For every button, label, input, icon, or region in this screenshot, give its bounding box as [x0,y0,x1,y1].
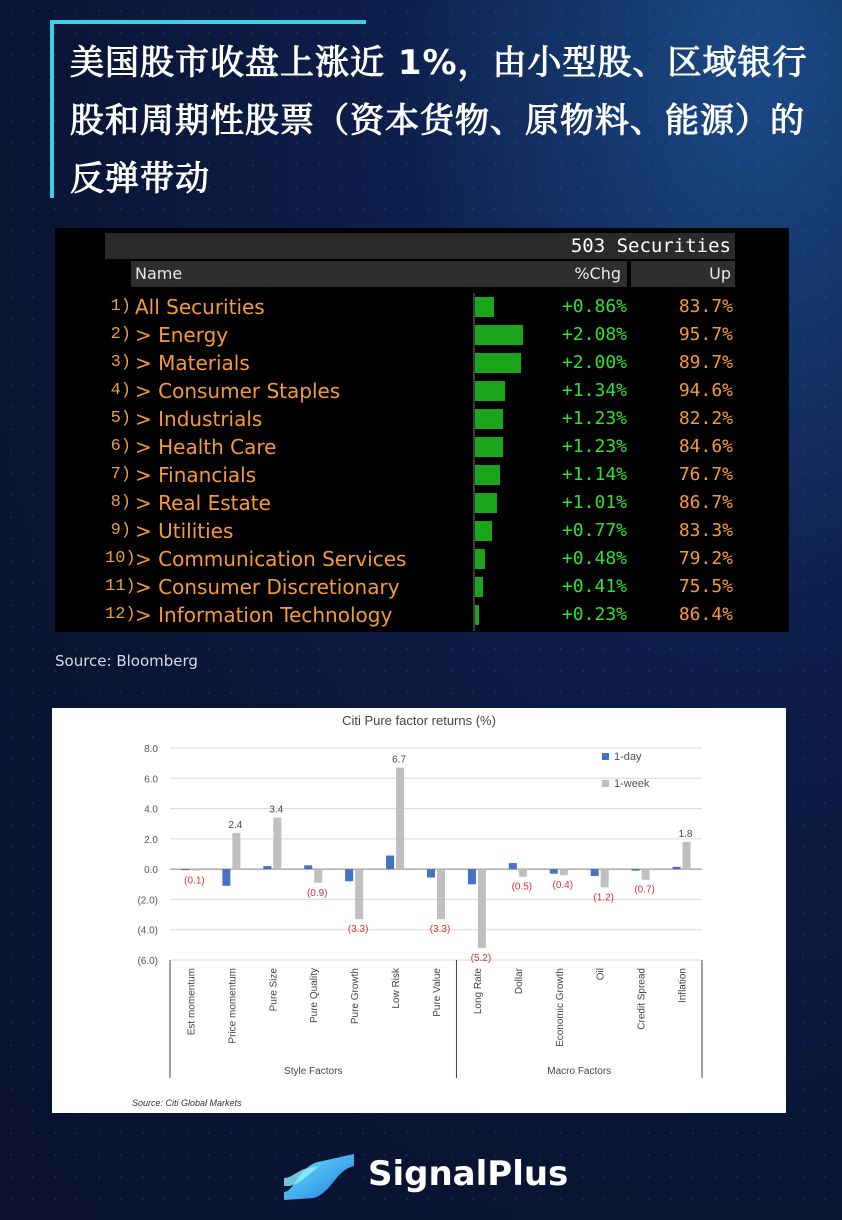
table-row[interactable] [105,377,735,405]
bloomberg-header-row [105,261,735,287]
row-number: 10) [105,549,136,568]
row-up: 76.7% [678,464,733,485]
row-chg: +2.08% [561,324,627,345]
row-number: 6) [110,437,131,456]
row-chg: +1.01% [561,492,627,513]
data-label: (1.2) [593,892,614,904]
row-chg: +0.77% [561,520,627,541]
row-name: > Industrials [135,407,263,431]
row-number: 8) [110,493,131,512]
row-bar [473,353,521,373]
y-tick-label: 8.0 [144,744,158,755]
brand-name: SignalPlus [368,1154,569,1194]
row-chg: +1.23% [561,408,627,429]
row-bar [473,521,492,541]
category-label: Pure Value [432,968,443,1017]
bar-1day [304,865,312,869]
row-chg: +0.86% [561,296,627,317]
bloomberg-table-inner [105,233,735,627]
row-name: > Consumer Discretionary [135,575,400,599]
data-label: (0.7) [634,884,655,896]
row-chg: +2.00% [561,352,627,373]
citi-chart-svg [52,708,786,1113]
header-chg[interactable]: %Chg [425,261,627,287]
row-number: 9) [110,521,131,540]
row-bar [473,325,523,345]
bar-1day [427,869,435,877]
bar-1week [478,869,486,948]
data-label: (5.2) [470,952,492,964]
securities-count: 503 Securities [570,235,731,257]
row-up: 89.7% [678,352,733,373]
row-number: 12) [105,605,136,624]
row-name: > Health Care [135,435,277,459]
row-name: > Financials [135,463,257,487]
bar-1week [683,842,691,869]
headline: 美国股市收盘上涨近 1%，由小型股、区域银行股和周期性股票（资本货物、原物料、能源）的反弹带动 [70,43,808,199]
signalplus-logo [280,1148,580,1204]
row-number: 5) [110,409,131,428]
header-up[interactable]: Up [631,261,735,287]
bar-1day [673,867,681,869]
data-label: (0.1) [184,875,205,887]
row-name: > Utilities [135,519,234,543]
table-row[interactable] [105,573,735,601]
signalplus-logo-mark [280,1148,360,1204]
legend-label: 1-day [614,751,642,763]
row-bar [473,493,497,513]
row-name: > Information Technology [135,603,393,627]
row-up: 95.7% [678,324,733,345]
bar-1week [437,869,445,919]
row-bar [473,381,505,401]
citi-chart [52,708,786,1113]
bar-1week [314,869,322,883]
table-row[interactable] [105,433,735,461]
bar-1day [591,869,599,876]
row-up: 79.2% [678,548,733,569]
bar-1week [519,869,527,877]
category-label: Pure Quality [309,968,321,1024]
row-chg: +0.23% [561,604,627,625]
category-label: Price momentum [227,968,239,1044]
headline-accent-horizontal [50,20,366,24]
row-up: 83.3% [678,520,733,541]
row-chg: +1.34% [561,380,627,401]
bloomberg-table [55,228,789,632]
group-label: Style Factors [284,1066,343,1077]
data-label: (0.5) [511,881,533,893]
bar-1day [632,869,640,871]
y-tick-label: 4.0 [144,804,158,816]
category-label: Est momentum [186,968,198,1036]
table-row[interactable] [105,601,735,629]
group-label: Macro Factors [547,1066,612,1077]
row-name: > Communication Services [135,547,407,571]
headline-block [50,20,810,200]
data-label: (3.3) [347,924,369,936]
category-label: Oil [595,968,607,981]
headline-accent-vertical [50,20,54,198]
source-bloomberg: Source: Bloomberg [55,652,198,670]
row-up: 83.7% [678,296,733,317]
data-label: (3.3) [429,924,451,936]
row-up: 86.4% [678,604,733,625]
row-number: 2) [110,325,131,344]
table-row[interactable] [105,293,735,321]
row-chg: +0.48% [561,548,627,569]
category-label: Inflation [677,968,689,1004]
row-chg: +0.41% [561,576,627,597]
row-number: 4) [110,381,131,400]
bar-1week [191,869,199,871]
row-name: > Energy [135,323,229,347]
row-bar [473,465,500,485]
row-bar [473,437,503,457]
chart-source: Source: Citi Global Markets [132,1098,242,1108]
y-tick-label: 0.0 [144,865,158,877]
row-up: 94.6% [678,380,733,401]
row-bar [473,297,494,317]
y-tick-label: 6.0 [144,774,158,786]
category-label: Dollar [513,968,525,995]
bloomberg-top-bar [105,233,735,259]
y-tick-label: (2.0) [137,895,158,907]
bar-1day [181,869,189,870]
table-row[interactable] [105,517,735,545]
y-tick-label: (6.0) [137,956,158,967]
bar-1day [222,869,230,886]
chart-title: Citi Pure factor returns (%) [342,713,496,728]
row-chg: +1.23% [561,436,627,457]
row-number: 1) [110,297,131,316]
row-name: > Consumer Staples [135,379,341,403]
bar-1week [355,869,363,919]
category-label: Pure Size [268,968,280,1012]
legend-swatch [602,780,609,787]
data-label: (0.4) [552,880,574,892]
y-tick-label: (4.0) [137,925,158,937]
bar-1week [560,869,568,875]
column-divider [473,293,475,631]
bar-1day [509,863,517,869]
bar-1day [550,869,558,874]
category-label: Credit Spread [636,968,648,1030]
y-tick-label: 2.0 [144,834,158,846]
data-label: 3.4 [269,804,284,816]
row-name: > Real Estate [135,491,271,515]
table-row[interactable] [105,461,735,489]
table-row[interactable] [105,545,735,573]
row-number: 11) [105,577,136,596]
category-label: Economic Growth [554,968,566,1047]
row-up: 82.2% [678,408,733,429]
data-label: 1.8 [678,828,693,840]
row-bar [473,409,503,429]
row-number: 7) [110,465,131,484]
category-label: Pure Growth [350,968,362,1025]
bar-1week [601,869,609,887]
category-label: Long Rate [472,968,484,1015]
row-up: 75.5% [678,576,733,597]
legend-label: 1-week [614,778,650,790]
data-label: 6.7 [392,754,407,766]
row-name: All Securities [135,295,265,319]
table-row[interactable] [105,349,735,377]
bar-1day [468,869,476,884]
row-up: 84.6% [678,436,733,457]
legend-swatch [602,753,609,760]
header-name[interactable]: Name [131,261,425,287]
category-label: Low Risk [391,968,403,1009]
row-up: 86.7% [678,492,733,513]
bar-1week [396,768,404,869]
row-name: > Materials [135,351,250,375]
bar-1week [232,833,240,869]
table-row[interactable] [105,321,735,349]
bar-1week [642,869,650,880]
bar-1week [273,818,281,869]
data-label: 2.4 [228,819,243,831]
table-row[interactable] [105,405,735,433]
data-label: (0.9) [306,887,328,899]
row-number: 3) [110,353,131,372]
bar-1day [345,869,353,881]
row-chg: +1.14% [561,464,627,485]
table-row[interactable] [105,489,735,517]
bar-1day [263,866,271,869]
bar-1day [386,856,394,870]
